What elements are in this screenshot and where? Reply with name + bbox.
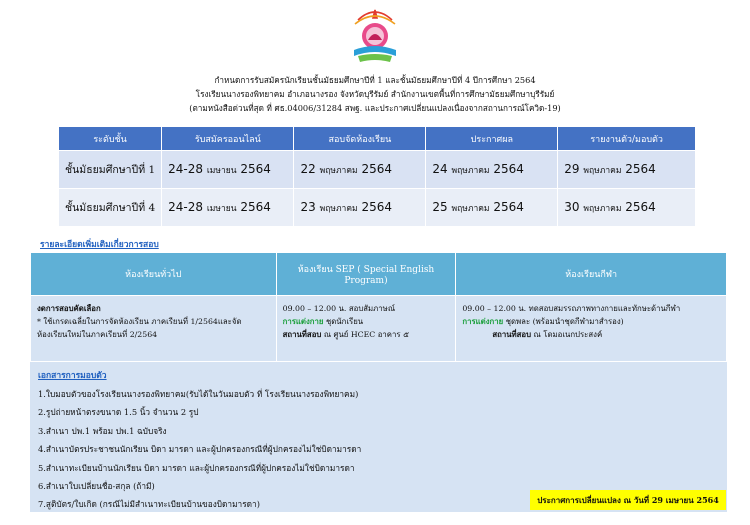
general-text: * ใช้เกรดเฉลี่ยในการจัดห้องเรียน ภาคเรียนที่ 1/2564และจัดห้องเรียนใหม่ในภาคเรียนที่ 2/2564 xyxy=(37,317,242,339)
general-title: งดการสอบคัดเลือก xyxy=(37,304,101,313)
exam-date-cell: 22 พฤษภาคม 2564 xyxy=(294,151,426,189)
level-cell: ชั้นมัธยมศึกษาปีที่ 1 xyxy=(59,151,162,189)
table-row xyxy=(59,189,696,227)
list-item: 6.สำเนาใบเปลี่ยนชื่อ-สกุล (ถ้ามี) xyxy=(38,481,155,492)
general-cell xyxy=(31,296,277,362)
report-date-cell: 30 พฤษภาคม 2564 xyxy=(558,189,696,227)
apply-date-cell: 24-28 เมษายน 2564 xyxy=(162,189,294,227)
table-row xyxy=(59,151,696,189)
col-header-sport: ห้องเรียนกีฬา xyxy=(456,253,727,296)
report-date-cell: 29 พฤษภาคม 2564 xyxy=(558,151,696,189)
sep-time: 09.00 – 12.00 น. สอบสัมภาษณ์ xyxy=(282,304,396,313)
schedule-header-row xyxy=(59,127,696,151)
col-header-announce: ประกาศผล xyxy=(426,127,558,151)
exam-details-row xyxy=(31,296,727,362)
title-line-3: (ตามหนังสือด่วนที่สุด ที่ ศธ.04006/31284 สพฐ. และประกาศเปลี่ยนแปลงเนื่องจากสถานการณ์โควิด-19) xyxy=(189,103,561,113)
list-item: 5.สำเนาทะเบียนบ้านนักเรียน บิดา มารดา และผู้ปกครองกรณีที่ผู้ปกครองไม่ใช่บิดามารดา xyxy=(38,462,355,473)
exam-date-cell: 23 พฤษภาคม 2564 xyxy=(294,189,426,227)
exam-header-row xyxy=(31,253,727,296)
col-header-exam: สอบจัดห้องเรียน xyxy=(294,127,426,151)
change-notice-badge: ประกาศการเปลี่ยนแปลง ณ วันที่ 29 เมษายน 2564 xyxy=(530,490,726,510)
sport-place-label: สถานที่สอบ xyxy=(492,330,532,339)
col-header-sep: ห้องเรียน SEP ( Special English Program) xyxy=(276,253,456,296)
sep-cell xyxy=(276,296,456,362)
documents-list xyxy=(38,385,361,514)
school-emblem-logo xyxy=(344,6,406,68)
sport-dress: ชุดพละ (พร้อมนำชุดกีฬามาสำรอง) xyxy=(505,317,624,326)
sport-dress-label: การแต่งกาย xyxy=(462,317,504,326)
list-item: 4.สำเนาบัตรประชาชนนักเรียน บิดา มารดา และผู้ปกครองกรณีที่ผู้ปกครองไม่ใช่บิดามารดา xyxy=(38,444,362,455)
announce-date-cell: 24 พฤษภาคม 2564 xyxy=(426,151,558,189)
title-line-1: กำหนดการรับสมัครนักเรียนชั้นมัธยมศึกษาปีที่ 1 และชั้นมัธยมศึกษาปีที่ 4 ปีการศึกษา 2564 xyxy=(214,75,536,85)
sep-place: ณ ศูนย์ HCEC อาคาร ๕ xyxy=(323,330,409,339)
col-header-level: ระดับชั้น xyxy=(59,127,162,151)
list-item: 7.สูติบัตร/ใบเกิด (กรณีไม่มีสำเนาทะเบียนบ้านของบิดามารดา) xyxy=(38,499,260,510)
level-cell: ชั้นมัธยมศึกษาปีที่ 4 xyxy=(59,189,162,227)
announce-date-cell: 25 พฤษภาคม 2564 xyxy=(426,189,558,227)
list-item: 3.สำเนา ปพ.1 พร้อม ปพ.1 ฉบับจริง xyxy=(38,425,167,436)
sport-cell xyxy=(456,296,727,362)
col-header-general: ห้องเรียนทั่วไป xyxy=(31,253,277,296)
col-header-report: รายงานตัว/มอบตัว xyxy=(558,127,696,151)
col-header-apply: รับสมัครออนไลน์ xyxy=(162,127,294,151)
exam-details-table xyxy=(30,252,727,362)
sport-place: ณ โดมอเนกประสงค์ xyxy=(533,330,603,339)
documents-title-link[interactable]: เอกสารการมอบตัว xyxy=(38,371,107,381)
sep-dress: ชุดนักเรียน xyxy=(325,317,364,326)
apply-date-cell: 24-28 เมษายน 2564 xyxy=(162,151,294,189)
sport-time: 09.00 – 12.00 น. ทดสอบสมรรถภาพทางกายและทักษะด้านกีฬา xyxy=(462,304,681,313)
sep-dress-label: การแต่งกาย xyxy=(282,317,324,326)
title-line-2: โรงเรียนนางรองพิทยาคม อำเภอนางรอง จังหวัดบุรีรัมย์ สำนักงานเขตพื้นที่การศึกษามัธยมศึกษาบุรีรัมย์ xyxy=(195,89,555,99)
exam-details-link[interactable]: รายละเอียดเพิ่มเติมเกี่ยวการสอบ xyxy=(40,240,159,250)
list-item: 2.รูปถ่ายหน้าตรงขนาด 1.5 นิ้ว จำนวน 2 รูป xyxy=(38,407,199,418)
sep-place-label: สถานที่สอบ xyxy=(282,330,322,339)
schedule-table xyxy=(58,126,696,227)
list-item: 1.ใบมอบตัวของโรงเรียนนางรองพิทยาคม(รับได้ในวันมอบตัว ที่ โรงเรียนนางรองพิทยาคม) xyxy=(38,389,359,399)
